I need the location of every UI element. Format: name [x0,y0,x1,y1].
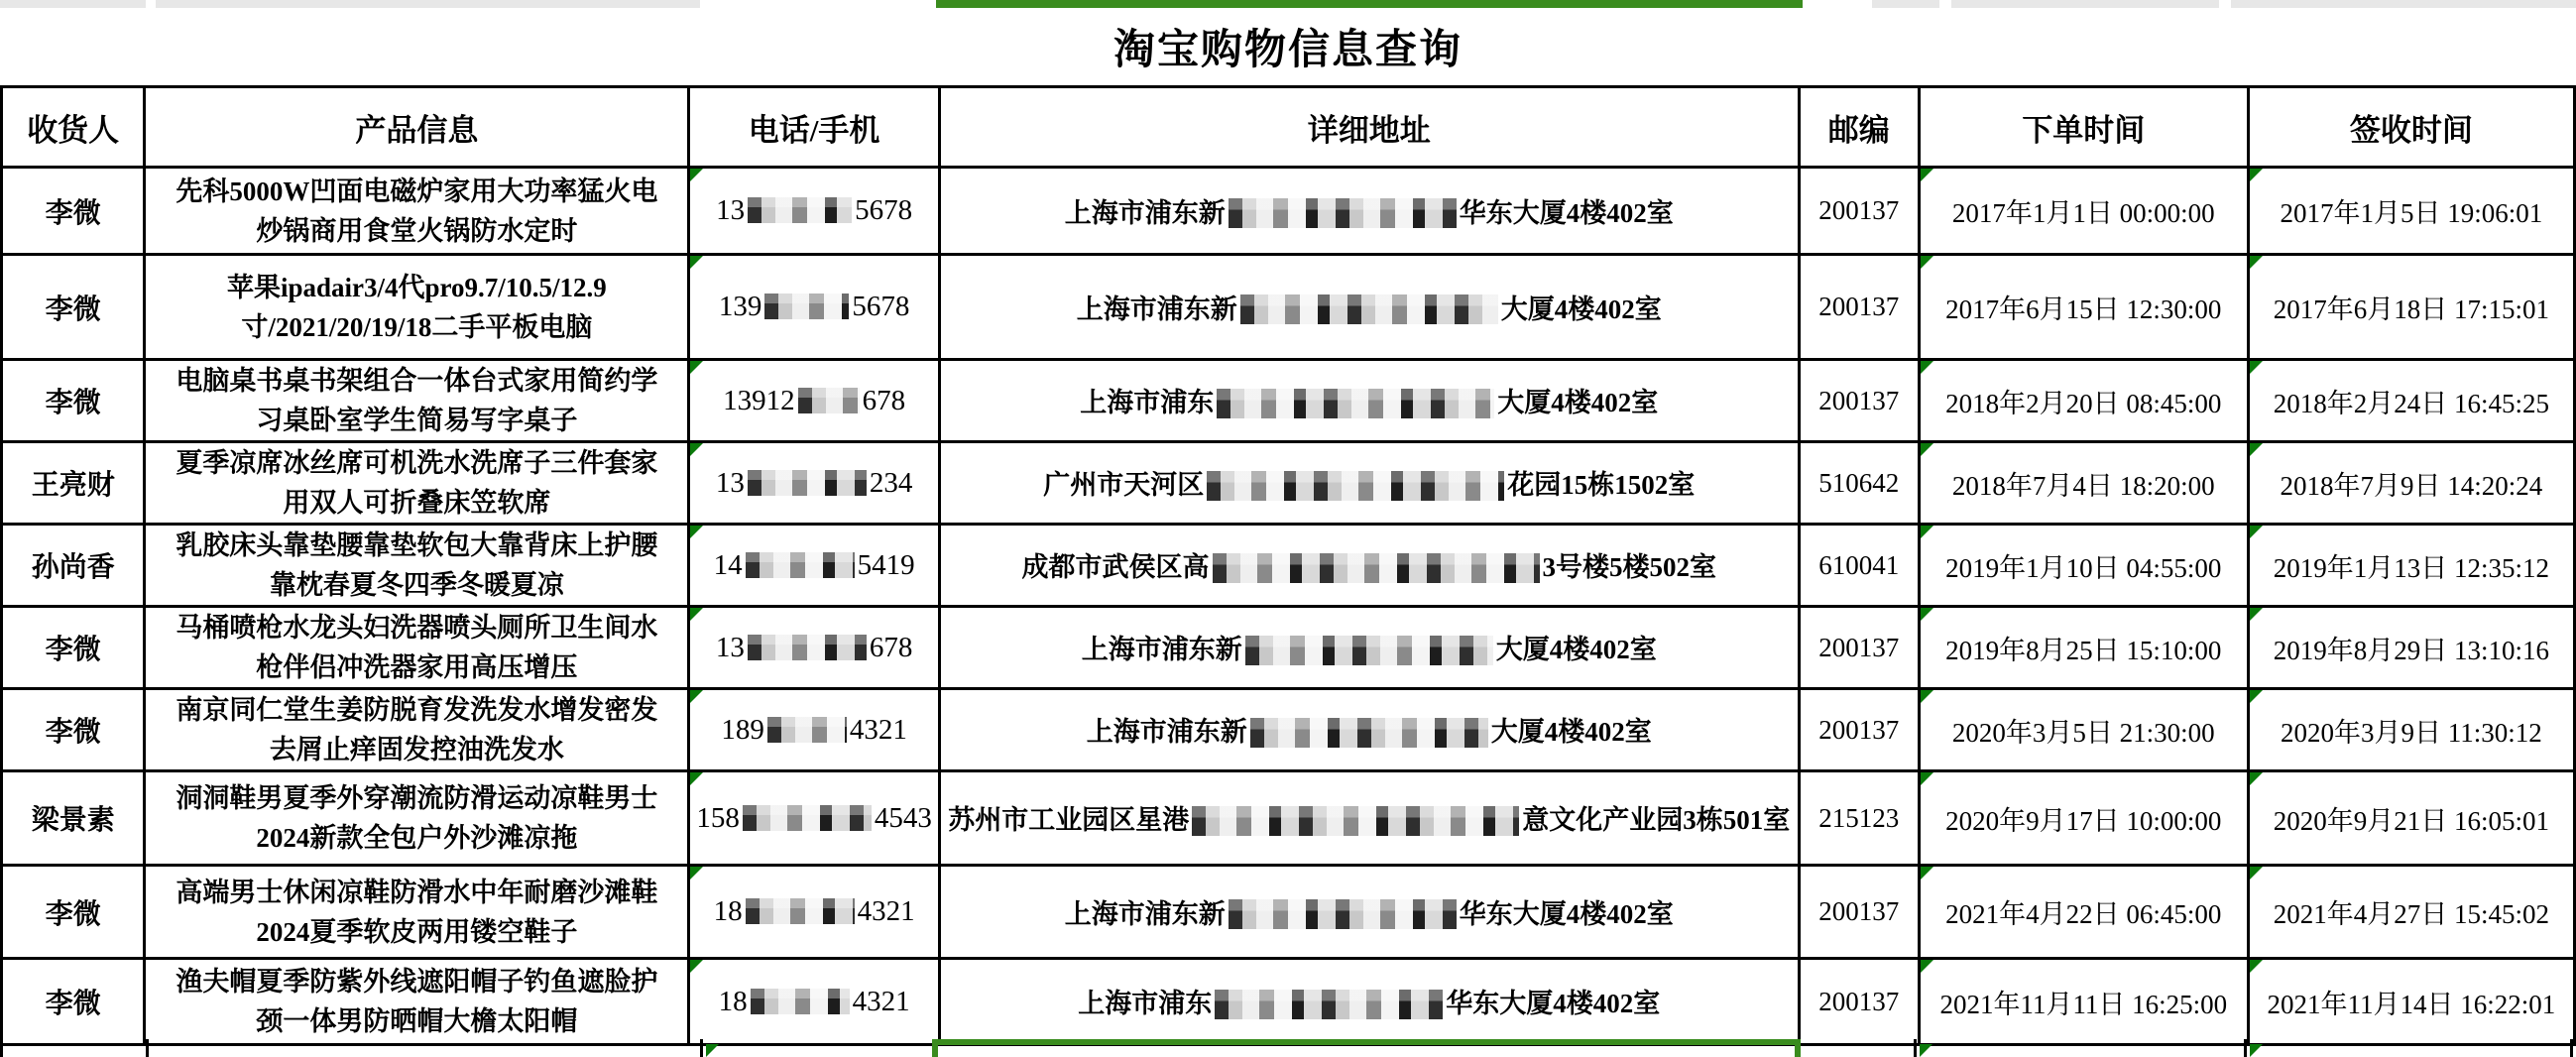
col-header-sign-time[interactable]: 签收时间 [2248,87,2574,168]
cell-recipient[interactable] [2,866,145,959]
table-row [2,959,2575,1045]
cell-product[interactable] [145,959,689,1045]
recipient-name: 李微 [45,898,101,930]
order-time-value: 2019年1月10日 04:55:00 [1945,552,2222,583]
cell-phone[interactable] [689,607,940,689]
cell-phone[interactable] [689,168,940,255]
text-flag-triangle-icon [690,526,703,538]
cell-product[interactable] [145,689,689,771]
orders-table [0,85,2576,1046]
cell-recipient[interactable] [2,442,145,525]
address-prefix: 上海市浦东新 [1076,294,1237,324]
zip-value: 510642 [1818,467,1900,498]
grid-vline [0,1039,3,1057]
cell-zip[interactable] [1799,168,1919,255]
table-row [2,771,2575,866]
phone-suffix: 5678 [855,194,913,226]
address-suffix: 大厦4楼402室 [1495,635,1657,665]
phone-suffix: 4543 [874,801,932,834]
sign-time-value: 2020年3月9日 11:30:12 [2281,717,2542,748]
address-prefix: 上海市浦东新 [1064,197,1226,228]
order-time-value: 2018年2月20日 08:45:00 [1945,388,2222,418]
address-suffix: 华东大厦4楼402室 [1446,989,1661,1019]
cell-order-time[interactable] [1919,255,2248,360]
cell-order-time[interactable] [1919,442,2248,525]
address-redaction-mosaic [1215,990,1443,1019]
zip-value: 200137 [1818,385,1900,415]
table-row [2,255,2575,360]
zip-value: 200137 [1818,292,1900,321]
cell-fill-above-order-time [1951,0,2219,8]
page-title[interactable]: 淘宝购物信息查询 [1112,28,1463,73]
address-prefix: 上海市浦东新 [1064,898,1226,929]
product-text: 渔夫帽夏季防紫外线遮阳帽子钓鱼遮脸护颈一体男防晒帽大檐太阳帽 [176,967,658,1036]
cell-recipient[interactable] [2,959,145,1045]
address-suffix: 大厦4楼402室 [1500,294,1662,324]
cell-phone[interactable] [689,689,940,771]
phone-prefix: 13912 [723,384,795,416]
cell-address[interactable] [939,360,1799,442]
grid-vline [700,1039,703,1057]
cell-zip[interactable] [1799,255,1919,360]
recipient-name: 李微 [45,388,101,418]
cell-product[interactable] [145,442,689,525]
cell-order-time[interactable] [1919,959,2248,1045]
cell-address[interactable] [939,168,1799,255]
text-flag-triangle-icon [1921,960,1933,973]
phone-redaction-mosaic [767,717,847,743]
phone-prefix: 189 [721,713,764,746]
cell-sign-time[interactable] [2248,525,2574,607]
text-flag-triangle-icon [2250,361,2263,374]
table-row [2,689,2575,771]
cell-sign-time[interactable] [2248,959,2574,1045]
order-time-value: 2017年1月1日 00:00:00 [1951,198,2215,228]
phone-prefix: 13 [715,466,745,499]
text-flag-triangle-icon [1921,256,1933,269]
text-flag-triangle-icon [2250,608,2263,621]
cell-fill-above-sign-time [2231,0,2576,8]
grid-vline [2570,1039,2573,1057]
address-prefix: 上海市浦东 [1080,388,1215,418]
sign-time-value: 2021年11月14日 16:22:01 [2267,989,2556,1019]
address-suffix: 3号楼5楼502室 [1542,552,1717,583]
table-row [2,168,2575,255]
grid-vline [146,1039,149,1057]
sign-time-value: 2020年9月21日 16:05:01 [2273,805,2550,836]
cell-sign-time[interactable] [2248,866,2574,959]
phone-redaction-mosaic [798,388,860,413]
cell-product[interactable] [145,360,689,442]
text-flag-triangle-icon [690,169,703,181]
phone-suffix: 4321 [852,985,910,1017]
cell-product[interactable] [145,525,689,607]
cell-address[interactable] [939,959,1799,1045]
cell-phone[interactable] [689,255,940,360]
phone-prefix: 14 [713,548,743,581]
zip-value: 200137 [1818,195,1900,225]
phone-redaction-mosaic [751,989,850,1014]
text-flag-triangle-icon [690,608,703,621]
phone-redaction-mosaic [746,898,855,924]
address-suffix: 花园15栋1502室 [1507,470,1696,501]
cell-product[interactable] [145,866,689,959]
phone-prefix: 139 [718,291,762,322]
zip-value: 215123 [1818,802,1900,833]
phone-redaction-mosaic [746,552,855,578]
address-redaction-mosaic [1192,806,1519,836]
text-flag-triangle-icon [690,960,703,973]
cell-order-time[interactable] [1919,771,2248,866]
cell-product[interactable] [145,255,689,360]
cell-recipient[interactable] [2,255,145,360]
text-flag-triangle-icon [1921,526,1933,538]
table-row [2,442,2575,525]
address-redaction-mosaic [1217,389,1494,418]
cell-zip[interactable] [1799,360,1919,442]
sign-time-value: 2017年1月5日 19:06:01 [2280,198,2543,228]
text-flag-triangle-icon [706,1044,719,1057]
col-header-order-time[interactable]: 下单时间 [1919,87,2248,168]
text-flag-triangle-icon [1921,169,1933,181]
text-flag-triangle-icon [2250,1044,2263,1057]
phone-prefix: 18 [713,895,743,927]
recipient-name: 李微 [45,197,101,229]
grid-vline [2244,1039,2247,1057]
phone-redaction-mosaic [764,294,849,319]
cell-zip[interactable] [1799,607,1919,689]
recipient-name: 李微 [45,294,101,325]
title-band [0,8,2576,85]
cell-fill-above-recipient [0,0,146,8]
cell-zip[interactable] [1799,525,1919,607]
cell-fill-above-zip [1872,0,1939,8]
address-redaction-mosaic [1245,636,1493,665]
cell-recipient[interactable] [2,168,145,255]
phone-suffix: 5678 [852,291,910,322]
zip-value: 610041 [1818,549,1900,580]
phone-suffix: 234 [869,466,913,499]
address-redaction-mosaic [1250,718,1488,748]
text-flag-triangle-icon [1921,443,1933,456]
cell-phone[interactable] [689,442,940,525]
cell-recipient[interactable] [2,525,145,607]
clipped-row-above [0,0,2576,8]
recipient-name: 李微 [45,717,101,748]
phone-prefix: 13 [716,194,746,226]
order-time-value: 2017年6月15日 12:30:00 [1945,294,2222,324]
selected-cell-border-below-address [932,1039,1801,1045]
cell-phone[interactable] [689,771,940,866]
cell-sign-time[interactable] [2248,689,2574,771]
text-flag-triangle-icon [690,772,703,785]
col-header-recipient[interactable]: 收货人 [2,87,145,168]
product-text: 马桶喷枪水龙头妇洗器喷头厕所卫生间水枪伴侣冲洗器家用高压增压 [176,613,658,682]
product-text: 乳胶床头靠垫腰靠垫软包大靠背床上护腰靠枕春夏冬四季冬暖夏凉 [176,530,658,600]
address-prefix: 苏州市工业园区星港 [948,805,1190,836]
text-flag-triangle-icon [690,361,703,374]
text-flag-triangle-icon [690,443,703,456]
order-time-value: 2019年8月25日 15:10:00 [1945,635,2222,665]
selected-cell-border-right [1795,1039,1801,1057]
sign-time-value: 2019年8月29日 13:10:16 [2273,635,2550,665]
product-text: 高端男士休闲凉鞋防滑水中年耐磨沙滩鞋2024夏季软皮两用镂空鞋子 [176,877,658,947]
text-flag-triangle-icon [1921,772,1933,785]
text-flag-triangle-icon [1921,361,1933,374]
selected-cell-border-above-address [936,0,1803,8]
selected-cell-border-left [932,1039,938,1057]
sign-time-value: 2017年6月18日 17:15:01 [2273,294,2550,324]
cell-address[interactable] [939,771,1799,866]
text-flag-triangle-icon [1920,1044,1932,1057]
zip-value: 200137 [1818,986,1900,1016]
text-flag-triangle-icon [2250,690,2263,703]
phone-suffix: 5419 [857,548,915,581]
phone-prefix: 158 [696,801,740,834]
text-flag-triangle-icon [1921,867,1933,880]
cell-product[interactable] [145,607,689,689]
address-redaction-mosaic [1229,899,1457,929]
table-row [2,607,2575,689]
text-flag-triangle-icon [2250,169,2263,181]
order-time-value: 2020年3月5日 21:30:00 [1951,717,2215,748]
cell-phone[interactable] [689,360,940,442]
product-text: 夏季凉席冰丝席可机洗水洗席子三件套家用双人可折叠床笠软席 [176,448,658,518]
phone-suffix: 4321 [857,895,915,927]
cell-sign-time[interactable] [2248,442,2574,525]
address-redaction-mosaic [1229,198,1457,228]
cell-fill-above-product [156,0,700,8]
cell-zip[interactable] [1799,866,1919,959]
cell-product[interactable] [145,771,689,866]
address-prefix: 上海市浦东新 [1086,717,1247,748]
cell-sign-time[interactable] [2248,360,2574,442]
cell-order-time[interactable] [1919,689,2248,771]
cell-sign-time[interactable] [2248,255,2574,360]
address-prefix: 广州市天河区 [1043,470,1205,501]
cell-recipient[interactable] [2,771,145,866]
grid-vline [1914,1039,1917,1057]
cell-zip[interactable] [1799,442,1919,525]
phone-redaction-mosaic [748,470,867,496]
table-row [2,866,2575,959]
product-text: 洞洞鞋男夏季外穿潮流防滑运动凉鞋男士2024新款全包户外沙滩凉拖 [176,783,658,853]
cell-order-time[interactable] [1919,525,2248,607]
col-header-zip[interactable]: 邮编 [1799,87,1919,168]
address-redaction-mosaic [1240,294,1498,324]
table-row [2,525,2575,607]
cell-zip[interactable] [1799,689,1919,771]
sign-time-value: 2019年1月13日 12:35:12 [2273,552,2550,583]
cell-recipient[interactable] [2,607,145,689]
col-header-phone[interactable]: 电话/手机 [689,87,940,168]
recipient-name: 李微 [45,989,101,1019]
address-suffix: 意文化产业园3栋501室 [1522,805,1791,836]
text-flag-triangle-icon [2250,960,2263,973]
product-text: 南京同仁堂生姜防脱育发洗发水增发密发去屑止痒固发控油洗发水 [176,695,658,764]
phone-redaction-mosaic [748,197,852,223]
order-time-value: 2018年7月4日 18:20:00 [1951,470,2215,501]
text-flag-triangle-icon [690,690,703,703]
cell-sign-time[interactable] [2248,168,2574,255]
cell-phone[interactable] [689,959,940,1045]
cell-address[interactable] [939,607,1799,689]
cell-address[interactable] [939,255,1799,360]
cell-product[interactable] [145,168,689,255]
address-suffix: 大厦4楼402室 [1497,388,1659,418]
phone-suffix: 678 [869,631,913,663]
phone-suffix: 4321 [849,713,907,746]
product-text: 电脑桌书桌书架组合一体台式家用简约学习桌卧室学生简易写字桌子 [176,366,658,435]
address-redaction-mosaic [1213,553,1540,583]
address-suffix: 华东大厦4楼402室 [1459,197,1674,228]
cell-zip[interactable] [1799,959,1919,1045]
order-time-value: 2020年9月17日 10:00:00 [1945,805,2222,836]
address-prefix: 成都市武侯区高 [1021,552,1210,583]
cell-recipient[interactable] [2,360,145,442]
address-suffix: 大厦4楼402室 [1490,717,1652,748]
cell-order-time[interactable] [1919,360,2248,442]
text-flag-triangle-icon [1921,690,1933,703]
col-header-product[interactable]: 产品信息 [145,87,689,168]
cell-address[interactable] [939,866,1799,959]
clipped-row-below [0,1039,2576,1057]
zip-value: 200137 [1818,896,1900,926]
text-flag-triangle-icon [690,867,703,880]
text-flag-triangle-icon [1921,608,1933,621]
text-flag-triangle-icon [2250,772,2263,785]
recipient-name: 孙尚香 [31,552,115,583]
cell-address[interactable] [939,442,1799,525]
cell-sign-time[interactable] [2248,771,2574,866]
cell-address[interactable] [939,525,1799,607]
phone-prefix: 18 [718,985,748,1017]
cell-order-time[interactable] [1919,866,2248,959]
col-header-address[interactable]: 详细地址 [939,87,1799,168]
cell-phone[interactable] [689,866,940,959]
recipient-name: 李微 [45,635,101,665]
address-prefix: 上海市浦东 [1078,989,1213,1019]
product-text: 先科5000W凹面电磁炉家用大功率猛火电炒锅商用食堂火锅防水定时 [176,176,658,246]
product-text: 苹果ipadair3/4代pro9.7/10.5/12.9寸/2021/20/19/18二手平板电脑 [226,272,607,342]
phone-suffix: 678 [862,384,906,416]
order-time-value: 2021年11月11日 16:25:00 [1939,989,2228,1019]
cell-address[interactable] [939,689,1799,771]
sign-time-value: 2021年4月27日 15:45:02 [2273,899,2550,929]
sign-time-value: 2018年7月9日 14:20:24 [2280,470,2543,501]
phone-redaction-mosaic [743,805,872,831]
text-flag-triangle-icon [2250,867,2263,880]
phone-redaction-mosaic [748,635,867,660]
cell-order-time[interactable] [1919,607,2248,689]
text-flag-triangle-icon [2250,256,2263,269]
cell-zip[interactable] [1799,771,1919,866]
order-time-value: 2021年4月22日 06:45:00 [1945,899,2222,929]
cell-order-time[interactable] [1919,168,2248,255]
address-prefix: 上海市浦东新 [1081,635,1242,665]
cell-phone[interactable] [689,525,940,607]
header-row [2,87,2575,168]
cell-recipient[interactable] [2,689,145,771]
text-flag-triangle-icon [2250,443,2263,456]
cell-sign-time[interactable] [2248,607,2574,689]
sign-time-value: 2018年2月24日 16:45:25 [2273,388,2550,418]
table-row [2,360,2575,442]
recipient-name: 梁景素 [31,805,115,836]
zip-value: 200137 [1818,714,1900,745]
address-redaction-mosaic [1207,471,1504,501]
phone-prefix: 13 [715,631,745,663]
zip-value: 200137 [1818,632,1900,662]
text-flag-triangle-icon [690,256,703,269]
recipient-name: 王亮财 [31,470,115,501]
text-flag-triangle-icon [2250,526,2263,538]
address-suffix: 华东大厦4楼402室 [1459,898,1674,929]
